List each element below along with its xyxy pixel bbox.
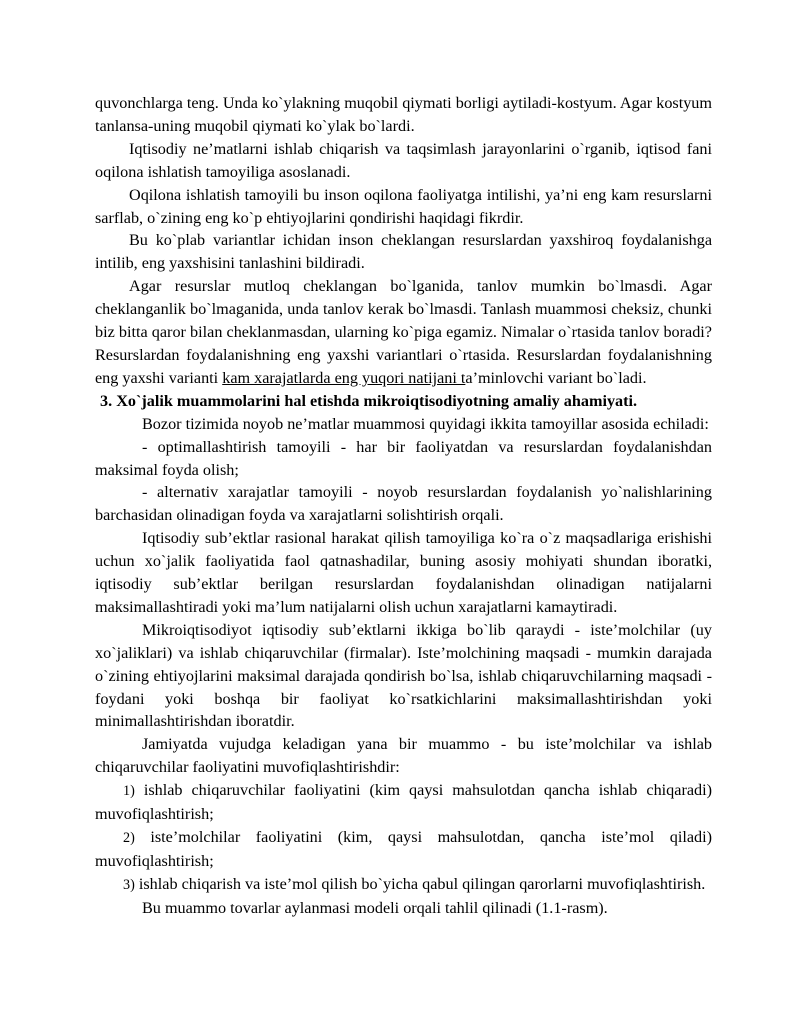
list-item-text: iste’molchilar faoliyatini (kim, qaysi mahsulotdan, qancha iste’mol qiladi) muvofiqlashtirish;	[95, 828, 713, 870]
paragraph: Bozor tizimida noyob ne’matlar muammosi quyidagi ikkita tamoyillar asosida echiladi:	[142, 414, 709, 433]
list-number: 2)	[123, 830, 135, 846]
paragraph: - optimallashtirish tamoyili - har bir faoliyatdan va resurslardan foydalanishdan maksimal foyda olish;	[95, 437, 712, 479]
list-item	[95, 873, 712, 897]
list-number: 3)	[123, 876, 135, 893]
paragraph: Jamiyatda vujudga keladigan yana bir muammo - bu iste’molchilar va ishlab chiqaruvchilar faoliyatini muvofiqlashtirishdir:	[95, 735, 712, 777]
paragraph: Mikroiqtisodiyot iqtisodiy sub’ektlarni ikkiga bo`lib qaraydi - iste’molchilar (uy xo`jaliklari) va ishlab chiqaruvchilar (firmalar). Iste’molchining maqsadi - mumkin darajada o`zining ehtiyojlarini maksimal darajada qondirish bo`lsa, ishlab chiqaruvchilarning maqsadi - foydani yoki boshqa bir faoliyat ko`rsatkichlarini maksimallashtirishdan yoki minimallashtirishdan iboratdir.	[95, 620, 712, 731]
paragraph	[95, 275, 712, 390]
underlined-phrase: kam xarajatlarda eng yuqori natijani t	[222, 368, 466, 387]
list-number: 1)	[123, 783, 135, 800]
paragraph: Bu muammo tovarlar aylanmasi modeli orqali tahlil qilinadi (1.1-rasm).	[142, 898, 608, 917]
document-page	[95, 92, 712, 920]
paragraph-text: a’minlovchi variant bo`ladi.	[465, 368, 647, 387]
paragraph: Oqilona ishlatish tamoyili bu inson oqilona faoliyatga intilishi, ya’ni eng kam resurslarni sarflab, o`zining eng ko`p ehtiyojlarini qondirishi haqidagi fikrdir.	[95, 185, 712, 227]
section-heading: 3. Xo`jalik muammolarini hal etishda mikroiqtisodiyotning amaliy ahamiyati.	[100, 391, 638, 410]
list-item-text: ishlab chiqaruvchilar faoliyatini (kim qaysi mahsulotdan qancha ishlab chiqaradi) muvofiqlashtirish;	[95, 781, 713, 824]
paragraph: quvonchlarga teng. Unda ko`ylakning muqobil qiymati borligi aytiladi-kostyum. Agar kostyum tanlansa-uning muqobil qiymati ko`ylak bo`lardi.	[95, 94, 712, 135]
paragraph: Iqtisodiy ne’matlarni ishlab chiqarish va taqsimlash jarayonlarini o`rganib, iqtisod fani oqilona ishlatish tamoyiliga asoslanadi.	[95, 139, 712, 181]
paragraph-text: Agar resurslar mutloq cheklangan bo`lganida, tanlov mumkin bo`lmasdi. Agar cheklanganlik bo`lmaganida, unda tanlov kerak bo`lmasdi. Tanlash muammosi cheksiz, chunki biz bitta qaror bilan cheklanmasdan, ularning ko`piga egamiz. Nimalar o`rtasida tanlov boradi? Resurslardan foydalanishning eng yaxshi variantlari o`rtasida. Resurslardan foydalanishning eng yaxshi varianti	[95, 277, 712, 387]
list-item	[95, 779, 712, 826]
paragraph: Iqtisodiy sub’ektlar rasional harakat qilish tamoyiliga ko`ra o`z maqsadlariga erishishi uchun xo`jalik faoliyatida faol qatnashadilar, buning asosiy mohiyati shundan iboratki, iqtisodiy sub’ektlar berilgan resurslardan foydalanishdan olinadigan natijalarni maksimallashtiradi yoki ma’lum natijalarni olish uchun xarajatlarni kamaytiradi.	[95, 529, 712, 616]
list-item	[95, 826, 712, 873]
paragraph: - alternativ xarajatlar tamoyili - noyob resurslardan foydalanish yo`nalishlarining barchasidan olinadigan foyda va xarajatlarni solishtirish orqali.	[95, 483, 712, 525]
paragraph: Bu ko`plab variantlar ichidan inson cheklangan resurslardan yaxshiroq foydalanishga intilib, eng yaxshisini tanlashini bildiradi.	[95, 231, 712, 273]
list-item-text: ishlab chiqarish va iste’mol qilish bo`yicha qabul qilingan qarorlarni muvofiqlashtirish.	[138, 874, 706, 893]
